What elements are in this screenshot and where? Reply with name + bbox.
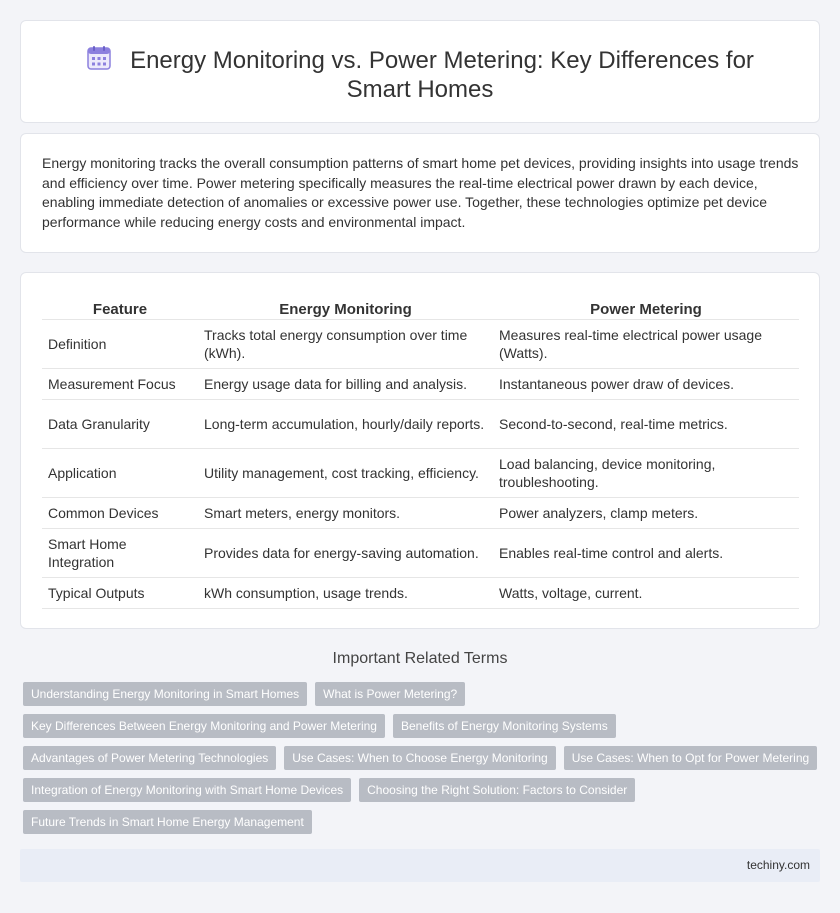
table-row (42, 497, 799, 528)
table-row (42, 319, 799, 368)
row-power-metering: Measures real-time electrical power usage (Watts). (493, 319, 799, 368)
related-term-tag[interactable]: Advantages of Power Metering Technologies (23, 746, 276, 770)
page-title-text: Energy Monitoring vs. Power Metering: Key Differences for Smart Homes (130, 47, 754, 103)
row-feature: Data Granularity (42, 399, 198, 448)
row-energy-monitoring: Provides data for energy-saving automation. (198, 528, 493, 577)
comparison-card (20, 272, 820, 629)
related-term-tag[interactable]: Integration of Energy Monitoring with Smart Home Devices (23, 778, 351, 802)
table-row (42, 577, 799, 608)
header-power-metering: Power Metering (493, 294, 799, 319)
intro-paragraph: Energy monitoring tracks the overall consumption patterns of smart home pet devices, providing insights into usage trends and efficiency over time. Power metering specifically measures the real-time electrical power drawn by each device, enabling immediate detection of anomalies or excessive power use. Together, these technologies optimize pet device performance while reducing energy costs and environmental impact. (42, 155, 799, 230)
related-terms-list (23, 682, 823, 842)
row-feature: Measurement Focus (42, 368, 198, 399)
row-power-metering: Load balancing, device monitoring, troubleshooting. (493, 448, 799, 497)
row-energy-monitoring: Energy usage data for billing and analysis. (198, 368, 493, 399)
table-row (42, 399, 799, 448)
header-energy-monitoring: Energy Monitoring (198, 294, 493, 319)
table-row (42, 448, 799, 497)
row-energy-monitoring: Long-term accumulation, hourly/daily reports. (198, 399, 493, 448)
related-term-tag[interactable]: Choosing the Right Solution: Factors to Consider (359, 778, 635, 802)
row-power-metering: Enables real-time control and alerts. (493, 528, 799, 577)
table-header-row (42, 294, 799, 319)
related-term-tag[interactable]: Benefits of Energy Monitoring Systems (393, 714, 616, 738)
table-row (42, 368, 799, 399)
row-power-metering: Watts, voltage, current. (493, 577, 799, 608)
related-term-tag[interactable]: Use Cases: When to Opt for Power Metering (564, 746, 817, 770)
row-energy-monitoring: kWh consumption, usage trends. (198, 577, 493, 608)
intro-card (20, 133, 820, 253)
comparison-table (42, 294, 799, 609)
related-term-tag[interactable]: Future Trends in Smart Home Energy Management (23, 810, 312, 834)
related-term-tag[interactable]: Understanding Energy Monitoring in Smart Homes (23, 682, 307, 706)
row-feature: Application (42, 448, 198, 497)
row-energy-monitoring: Utility management, cost tracking, efficiency. (198, 448, 493, 497)
row-power-metering: Second-to-second, real-time metrics. (493, 399, 799, 448)
title-card (20, 20, 820, 123)
row-feature: Definition (42, 319, 198, 368)
footer-site-name[interactable]: techiny.com (746, 858, 810, 872)
footer (20, 849, 820, 882)
row-energy-monitoring: Tracks total energy consumption over time (kWh). (198, 319, 493, 368)
row-feature: Typical Outputs (42, 577, 198, 608)
page-title (51, 45, 789, 104)
related-term-tag[interactable]: Use Cases: When to Choose Energy Monitoring (284, 746, 555, 770)
related-term-tag[interactable]: Key Differences Between Energy Monitoring and Power Metering (23, 714, 385, 738)
row-feature: Smart Home Integration (42, 528, 198, 577)
row-power-metering: Instantaneous power draw of devices. (493, 368, 799, 399)
related-terms-title: Important Related Terms (332, 650, 508, 667)
row-energy-monitoring: Smart meters, energy monitors. (198, 497, 493, 528)
header-feature: Feature (42, 294, 198, 319)
row-power-metering: Power analyzers, clamp meters. (493, 497, 799, 528)
calendar-grid-icon (86, 45, 112, 71)
table-row (42, 528, 799, 577)
row-feature: Common Devices (42, 497, 198, 528)
related-term-tag[interactable]: What is Power Metering? (315, 682, 465, 706)
